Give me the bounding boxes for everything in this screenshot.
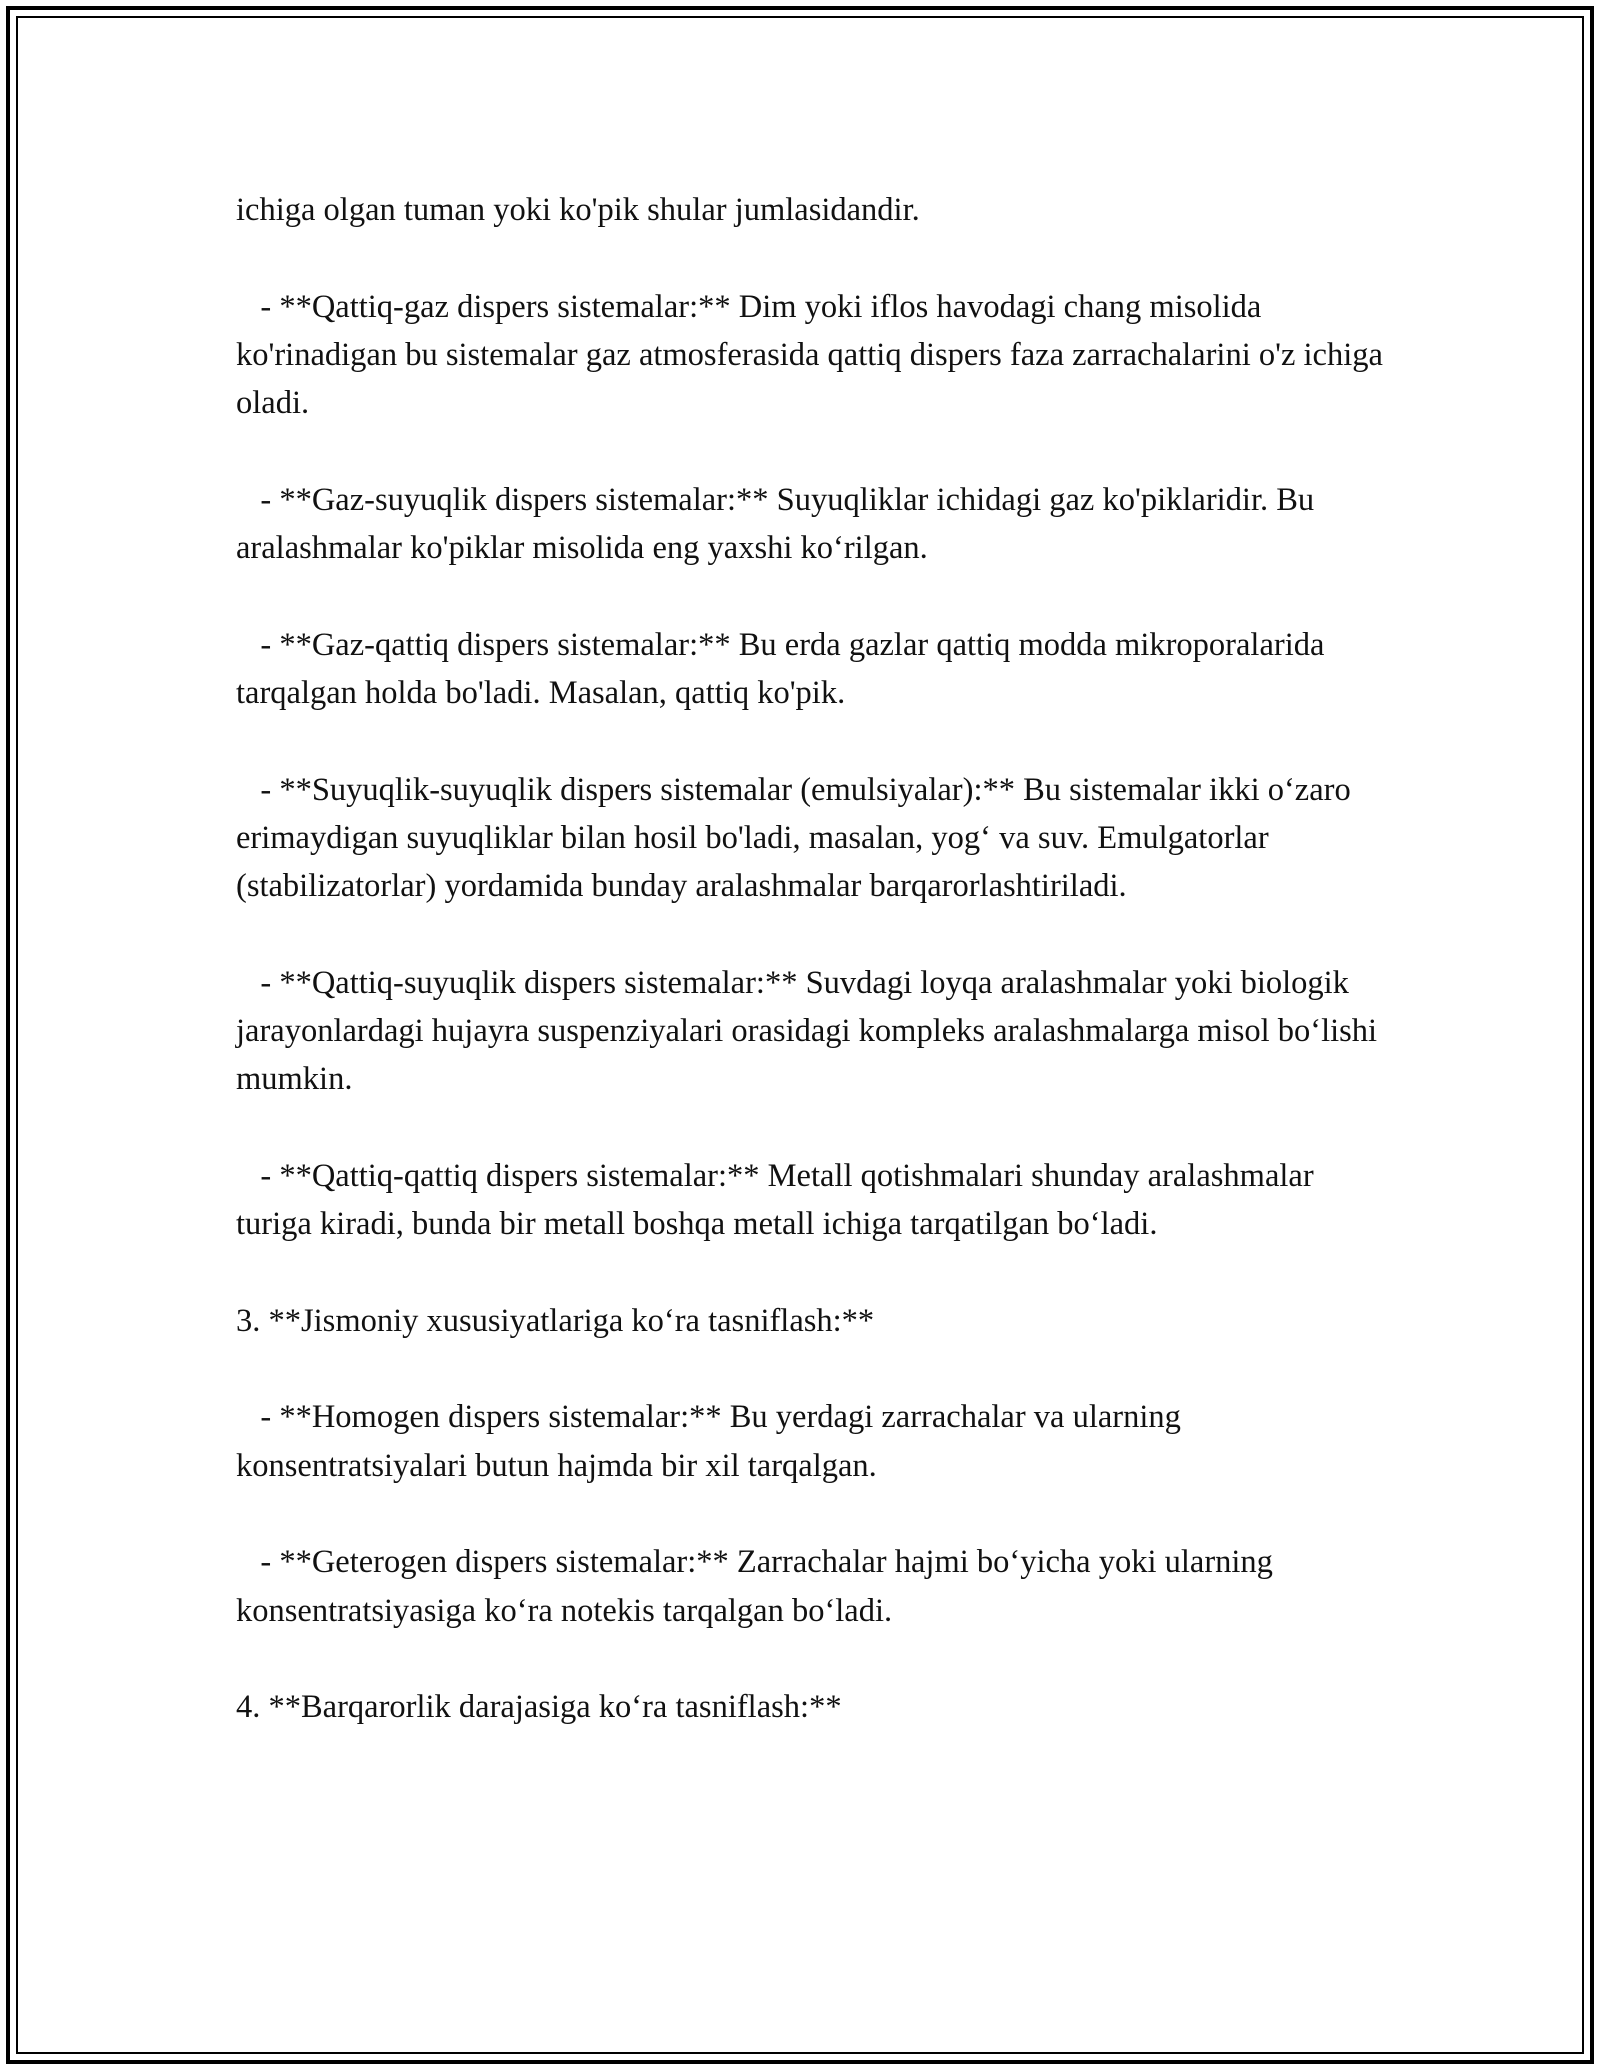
document-body: [236, 186, 1392, 1732]
paragraph-solid-liquid: - **Qattiq-suyuqlik dispers sistemalar:** Suvdagi loyqa aralashmalar yoki biologik jarayonlardagi hujayra suspenziyalari orasidagi kompleks aralashmalarga misol bo‘lishi mumkin.: [236, 964, 1386, 1098]
paragraph-homogeneous: - **Homogen dispers sistemalar:** Bu yerdagi zarrachalar va ularning konsentratsiyalari butun hajmda bir xil tarqalgan.: [236, 1399, 1190, 1484]
paragraph-solid-solid: - **Qattiq-qattiq dispers sistemalar:** Metall qotishmalari shunday aralashmalar turiga kiradi, bunda bir metall boshqa metall ichiga tarqatilgan bo‘ladi.: [236, 1157, 1322, 1243]
paragraph-continuation: ichiga olgan tuman yoki ko'pik shular jumlasidandir.: [236, 192, 920, 228]
paragraph-gas-liquid: - **Gaz-suyuqlik dispers sistemalar:** Suyuqliklar ichidagi gaz ko'piklaridir. Bu aralashmalar ko'piklar misolida eng yaxshi ko‘rilgan.: [236, 481, 1323, 567]
paragraph-heterogeneous: - **Geterogen dispers sistemalar:** Zarrachalar hajmi bo‘yicha yoki ularning konsentratsiyasiga ko‘ra notekis tarqalgan bo‘ladi.: [236, 1544, 1282, 1629]
paragraph-solid-gas: - **Qattiq-gaz dispers sistemalar:** Dim yoki iflos havodagi chang misolida ko'rinadigan bu sistemalar gaz atmosferasida qattiq dispers faza zarrachalarini o'z ichiga oladi.: [236, 288, 1392, 422]
heading-stability: 4. **Barqarorlik darajasiga ko‘ra tasniflash:**: [236, 1689, 842, 1726]
paragraph-liquid-liquid: - **Suyuqlik-suyuqlik dispers sistemalar (emulsiyalar):** Bu sistemalar ikki o‘zaro erimaydigan suyuqliklar bilan hosil bo'ladi, masalan, yog‘ va suv. Emulgatorlar (stabilizatorlar) yordamida bunday aralashmalar barqarorlashtiriladi.: [236, 771, 1359, 905]
heading-physical-properties: 3. **Jismoniy xususiyatlariga ko‘ra tasniflash:**: [236, 1302, 875, 1339]
paragraph-gas-solid: - **Gaz-qattiq dispers sistemalar:** Bu erda gazlar qattiq modda mikroporalarida tarqalgan holda bo'ladi. Masalan, qattiq ko'pik.: [236, 626, 1333, 711]
